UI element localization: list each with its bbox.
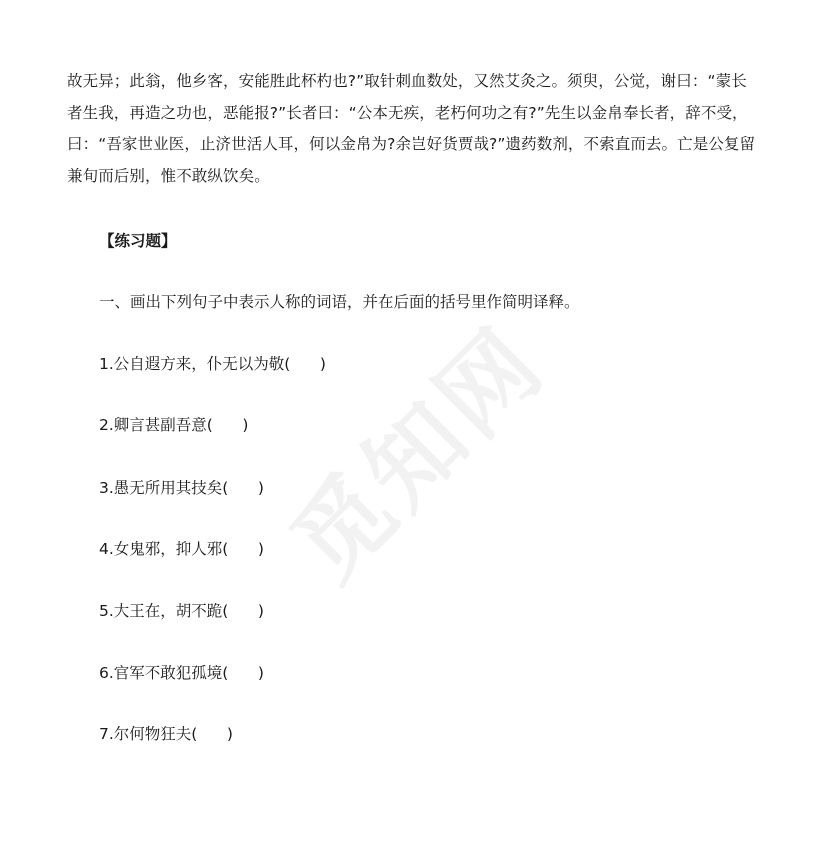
exercise-title: 【练习题】 <box>99 232 177 250</box>
exercise-item: 1.公自遐方来，仆无以为敬( ) <box>99 355 326 373</box>
exercise-item: 6.官军不敢犯孤境( ) <box>99 664 264 682</box>
exercise-question: 一、画出下列句子中表示人称的词语，并在后面的括号里作简明译释。 <box>99 293 580 311</box>
passage-line: 曰：“吾家世业医，止济世活人耳，何以金帛为?余岂好货贾哉?”遗药数剂，不索直而去。亡是公复留 <box>67 135 756 153</box>
exercise-item: 4.女鬼邪，抑人邪( ) <box>99 540 264 558</box>
passage-line: 兼旬而后别，惟不敢纵饮矣。 <box>67 166 270 185</box>
passage-line: 者生我，再造之功也，恶能报?”长者曰：“公本无疾，老朽何功之有?”先生以金帛奉长者，辞不受， <box>67 103 748 122</box>
exercise-item: 5.大王在，胡不跪( ) <box>99 602 264 620</box>
exercise-item: 2.卿言甚副吾意( ) <box>99 416 249 434</box>
watermark: 觅知网 <box>270 306 567 602</box>
exercise-item: 7.尔何物狂夫( ) <box>99 725 233 743</box>
exercise-item: 3.愚无所用其技矣( ) <box>99 479 264 497</box>
passage-line: 故无异；此翁，他乡客，安能胜此杯杓也?”取针刺血数处，又然艾灸之。须臾，公觉，谢曰：“蒙长 <box>67 72 747 90</box>
passage-text <box>67 66 767 192</box>
